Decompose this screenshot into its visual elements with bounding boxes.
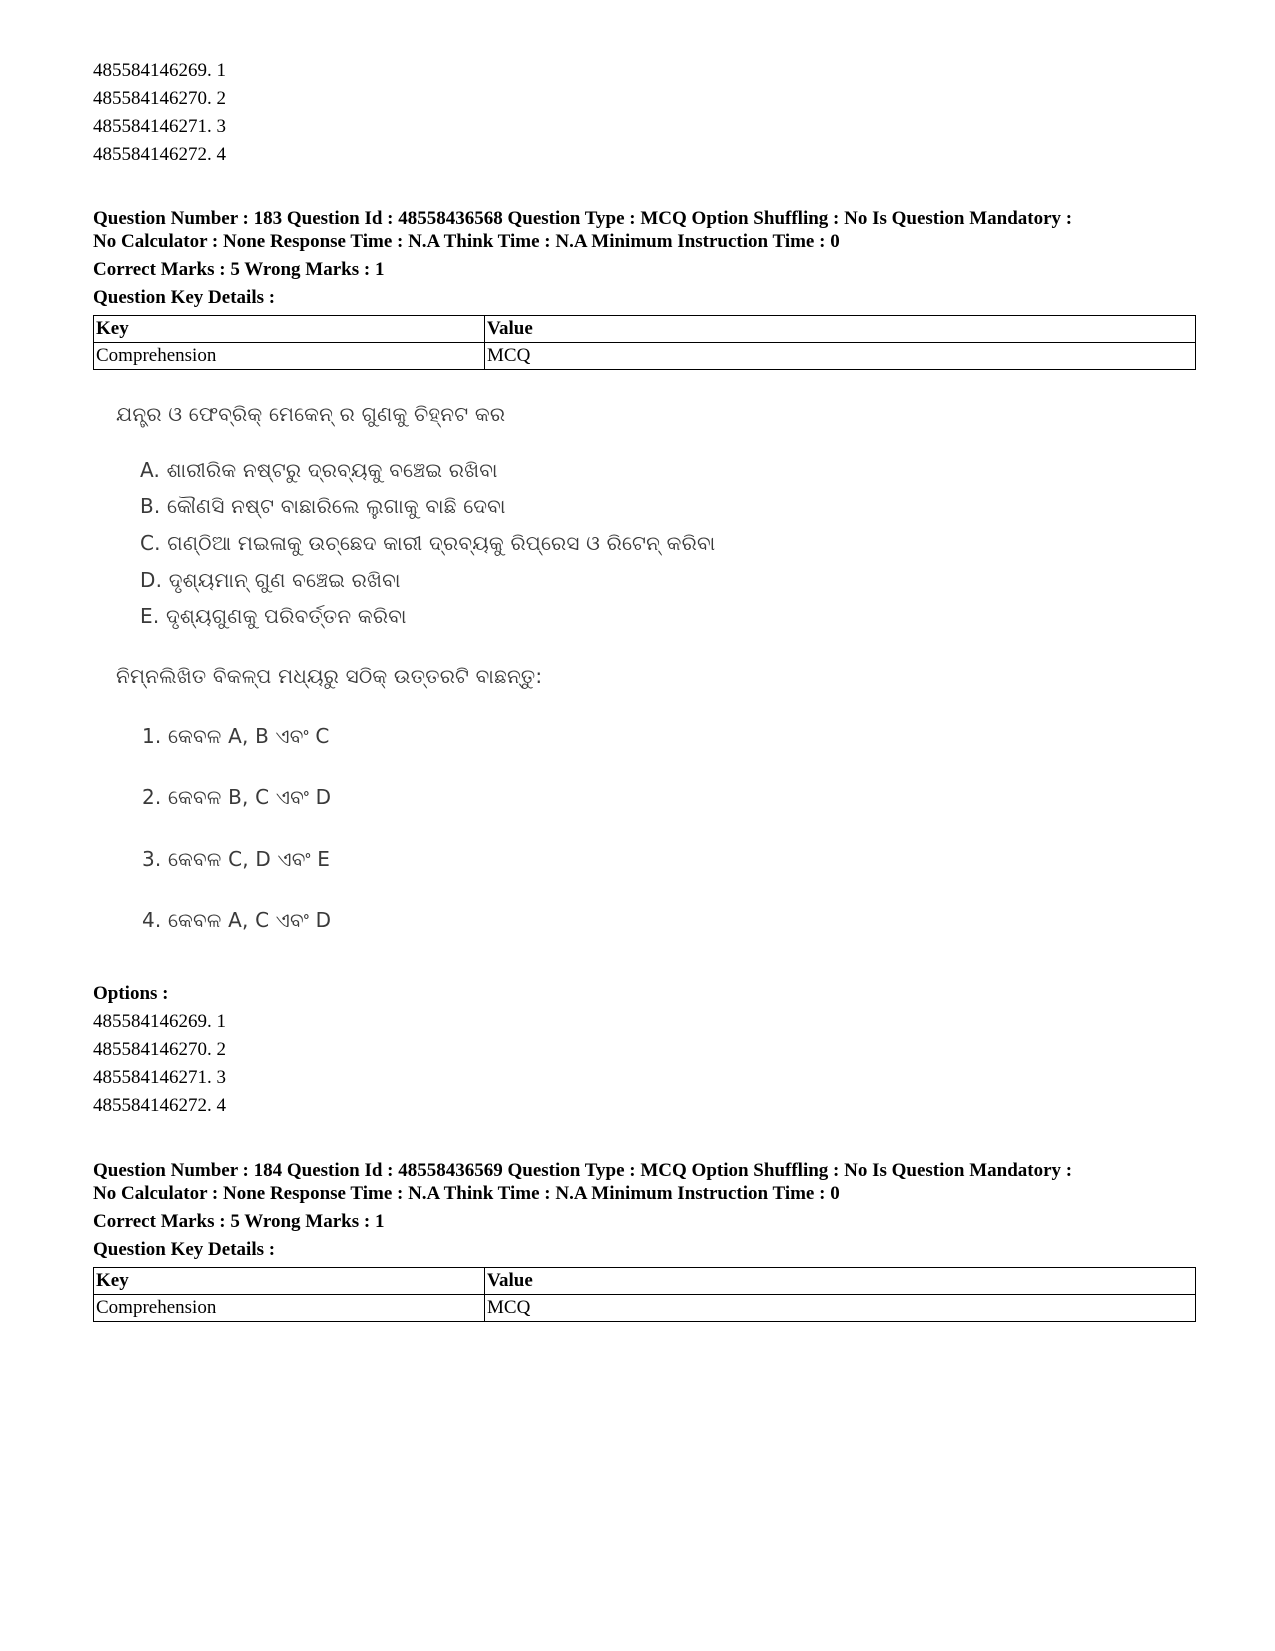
q184-key-details-label: Question Key Details : bbox=[93, 1239, 276, 1260]
table-cell-value: MCQ bbox=[485, 1295, 1196, 1322]
q183-option-1: 485584146269. 1 bbox=[93, 1011, 226, 1032]
q183-option-2: 485584146270. 2 bbox=[93, 1039, 226, 1060]
table-header-value: Value bbox=[485, 1268, 1196, 1295]
table-header-row bbox=[94, 1268, 1196, 1295]
q184-header-line2: No Calculator : None Response Time : N.A Think Time : N.A Minimum Instruction Time : 0 bbox=[93, 1183, 840, 1204]
q184-marks: Correct Marks : 5 Wrong Marks : 1 bbox=[93, 1211, 385, 1232]
statement-a: A. ଶାରୀରିକ ନଷ୍ଟରୁ ଦ୍ରବ୍ୟକୁ ବଞ୍ଚେଇ ରଖିବା bbox=[140, 458, 498, 482]
choice-2: 2. କେବଳ B, C ଏବଂ D bbox=[142, 785, 332, 809]
table-cell-value: MCQ bbox=[485, 343, 1196, 370]
q184-key-table bbox=[93, 1267, 1196, 1322]
table-row bbox=[94, 343, 1196, 370]
q183-key-details-label: Question Key Details : bbox=[93, 287, 276, 308]
question-title: ଯନ୍ତ୍ର ଓ ଫେବ୍ରିକ୍ ମେକେନ୍ ର ଗୁଣକୁ ଚିହ୍ନଟ କର bbox=[116, 402, 506, 426]
table-header-row bbox=[94, 316, 1196, 343]
statement-d: D. ଦୃଶ୍ୟମାନ୍ ଗୁଣ ବଞ୍ଚେଇ ରଖିବା bbox=[140, 568, 401, 592]
q183-key-table bbox=[93, 315, 1196, 370]
q183-option-3: 485584146271. 3 bbox=[93, 1067, 226, 1088]
table-row bbox=[94, 1295, 1196, 1322]
statement-c: C. ଗଣ୍ଠିଆ ମଇଳାକୁ ଉଚ୍ଛେଦ କାରୀ ଦ୍ରବ୍ୟକୁ ରିପ୍ରେସ ଓ ରିଟେନ୍ କରିବା bbox=[140, 531, 716, 555]
choice-4: 4. କେବଳ A, C ଏବଂ D bbox=[142, 908, 332, 932]
q183-option-4: 485584146272. 4 bbox=[93, 1095, 226, 1116]
table-header-key: Key bbox=[94, 1268, 485, 1295]
prev-option-3: 485584146271. 3 bbox=[93, 116, 226, 137]
q183-header-line1: Question Number : 183 Question Id : 48558436568 Question Type : MCQ Option Shuffling : No Is Question Mandatory : bbox=[93, 208, 1073, 229]
question-prompt: ନିମ୍ନଲିଖିତ ବିକଳ୍ପ ମଧ୍ୟରୁ ସଠିକ୍ ଉତ୍ତରଟି ବାଛନ୍ତୁ: bbox=[116, 664, 543, 688]
prev-option-4: 485584146272. 4 bbox=[93, 144, 226, 165]
table-header-value: Value bbox=[485, 316, 1196, 343]
q183-header-line2: No Calculator : None Response Time : N.A Think Time : N.A Minimum Instruction Time : 0 bbox=[93, 231, 840, 252]
statement-b: B. କୌଣସି ନଷ୍ଟ ବାଛାରିଲେ ଲୁଗାକୁ ବାଛି ଦେବା bbox=[140, 494, 506, 518]
q183-question-image bbox=[110, 402, 716, 982]
statement-e: E. ଦୃଶ୍ୟଗୁଣକୁ ପରିବର୍ତ୍ତନ କରିବା bbox=[140, 604, 407, 628]
table-header-key: Key bbox=[94, 316, 485, 343]
choice-1: 1. କେବଳ A, B ଏବଂ C bbox=[142, 724, 330, 748]
q183-options-label: Options : bbox=[93, 983, 169, 1004]
prev-option-1: 485584146269. 1 bbox=[93, 60, 226, 81]
prev-option-2: 485584146270. 2 bbox=[93, 88, 226, 109]
choice-3: 3. କେବଳ C, D ଏବଂ E bbox=[142, 847, 331, 871]
table-cell-key: Comprehension bbox=[94, 1295, 485, 1322]
table-cell-key: Comprehension bbox=[94, 343, 485, 370]
q183-marks: Correct Marks : 5 Wrong Marks : 1 bbox=[93, 259, 385, 280]
q184-header-line1: Question Number : 184 Question Id : 48558436569 Question Type : MCQ Option Shuffling : No Is Question Mandatory : bbox=[93, 1160, 1073, 1181]
